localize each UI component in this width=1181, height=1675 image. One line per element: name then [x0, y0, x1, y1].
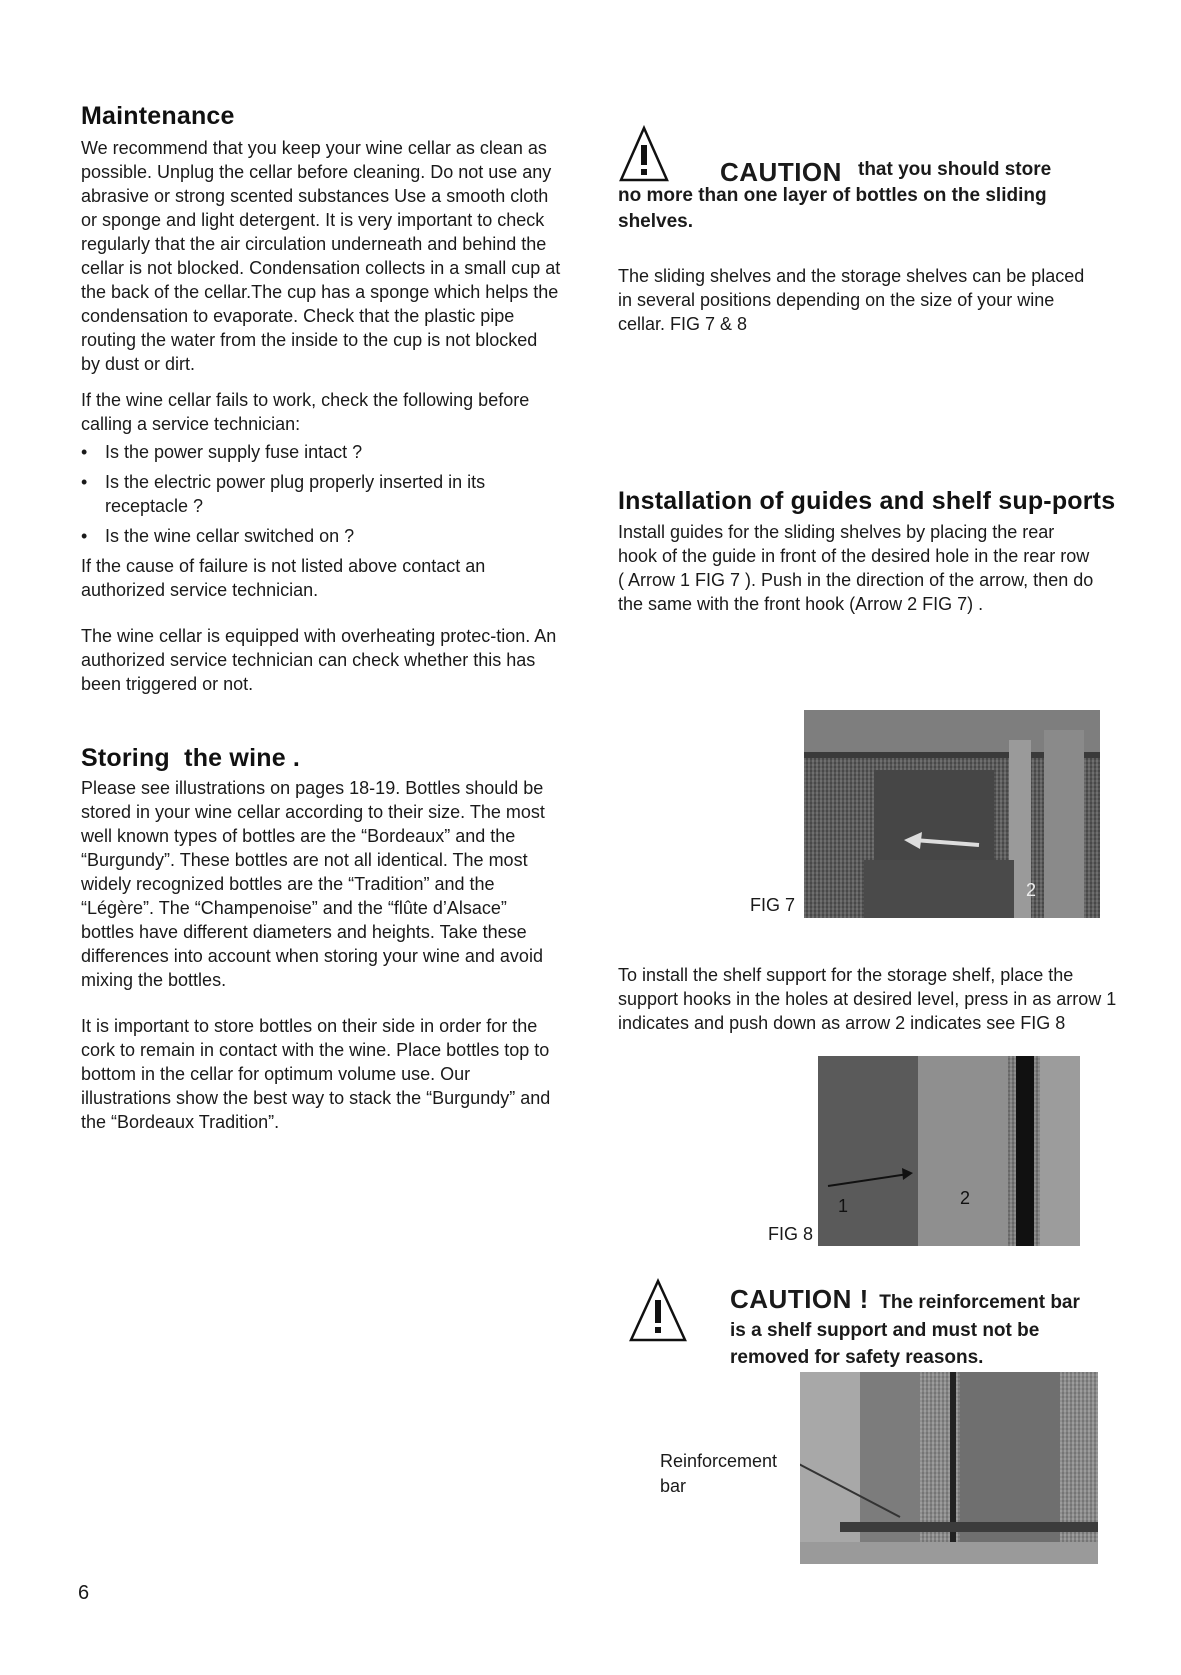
fig7-marker: 2	[1026, 880, 1037, 900]
arrow-icon	[804, 710, 1100, 918]
fig8-marker-2: 2	[960, 1188, 971, 1208]
list-item: • Is the wine cellar switched on ?	[81, 524, 561, 548]
list-item: • Is the electric power plug properly inserted in its receptacle ?	[81, 470, 561, 518]
maintenance-paragraph-1: We recommend that you keep your wine cellar as clean as possible. Unplug the cellar before cleaning. Do not use any abrasive or strong scented substances Use a smooth cloth or sponge and light detergent. It is very important to check regularly that the air circulation underneath and behind the cellar is not blocked. Condensation collects in a small cup at the back of the cellar.The cup has a sponge which helps the condensation to evaporate. Check that the plastic pipe routing the water from the inside to the cup is not blocked by dust or dirt.	[81, 138, 561, 374]
caution-block-2	[730, 1284, 1130, 1371]
fig7-photo	[804, 710, 1100, 918]
arrow-icon	[800, 1372, 1098, 1564]
maintenance-paragraph-4: The wine cellar is equipped with overheating protec-tion. An authorized service technician can check whether this has been triggered or not.	[81, 626, 557, 694]
fig8-marker-1: 1	[838, 1196, 849, 1216]
page-number: 6	[78, 1582, 90, 1604]
maintenance-paragraph-2: If the wine cellar fails to work, check the following before calling a service technician:	[81, 390, 530, 434]
caution-2-line-3: removed for safety reasons.	[730, 1347, 984, 1368]
maintenance-heading: Maintenance	[81, 102, 235, 130]
storing-paragraph-2: It is important to store bottles on their side in order for the cork to remain in contact with the wine. Place bottles top to bottom in the cellar for optimum volume use. Our illustrations show the best way to stack the “Burgundy” and the “Bordeaux Tradition”.	[81, 1016, 551, 1132]
storing-heading: Storing the wine .	[81, 744, 301, 772]
fig8-photo	[818, 1056, 1080, 1246]
storing-paragraph-1: Please see illustrations on pages 18-19. Bottles should be stored in your wine cellar according to their size. The most well known types of bottles are the “Bordeaux” and the “Burgundy”. These bottles are not all identical. The most widely recognized bottles are the “Tradition” and the “Légère”. The “Champenoise” and the “flûte d’Alsace” bottles have different diameters and heights. Take these differences into account when storing your wine and avoid mixing the bottles.	[81, 778, 545, 990]
arrow-icon	[818, 1056, 1080, 1246]
reinforcement-bar-photo	[800, 1372, 1098, 1564]
left-column	[81, 100, 561, 1134]
reinforcement-label-line-2: bar	[660, 1476, 687, 1496]
fig8-label: FIG 8	[768, 1224, 814, 1244]
reinforcement-label-line-1: Reinforcement	[660, 1451, 778, 1471]
installation-paragraph: Install guides for the sliding shelves by placing the rear hook of the guide in front of the desired hole in the rear row ( Arrow 1 FIG 7 ). Push in the direction of the arrow, then do the same with the front hook (Arrow 2 FIG 7) .	[618, 522, 1094, 614]
fig7-label: FIG 7	[750, 895, 796, 915]
shelf-support-paragraph: To install the shelf support for the storage shelf, place the support hooks in the holes at desired level, press in as arrow 1 indicates and push down as arrow 2 indicates see FIG 8	[618, 965, 1117, 1033]
list-item: • Is the power supply fuse intact ?	[81, 440, 561, 464]
caution-title: CAUTION !	[730, 1284, 869, 1314]
shelves-paragraph: The sliding shelves and the storage shelves can be placed in several positions depending on the size of your wine cellar. FIG 7 & 8	[618, 266, 1085, 334]
caution-title: CAUTION	[720, 157, 842, 187]
troubleshooting-list	[81, 440, 561, 548]
installation-heading: Installation of guides and shelf sup-ports	[618, 487, 1116, 515]
caution-2-line-1: The reinforcement bar	[879, 1292, 1080, 1313]
caution-2-line-2: is a shelf support and must not be	[730, 1320, 1040, 1341]
maintenance-paragraph-3: If the cause of failure is not listed above contact an authorized service technician.	[81, 556, 486, 600]
caution-1-text: that you should store no more than one layer of bottles on the sliding shelves.	[618, 159, 1052, 232]
installation-section	[618, 484, 1118, 616]
warning-icon	[628, 1278, 688, 1344]
